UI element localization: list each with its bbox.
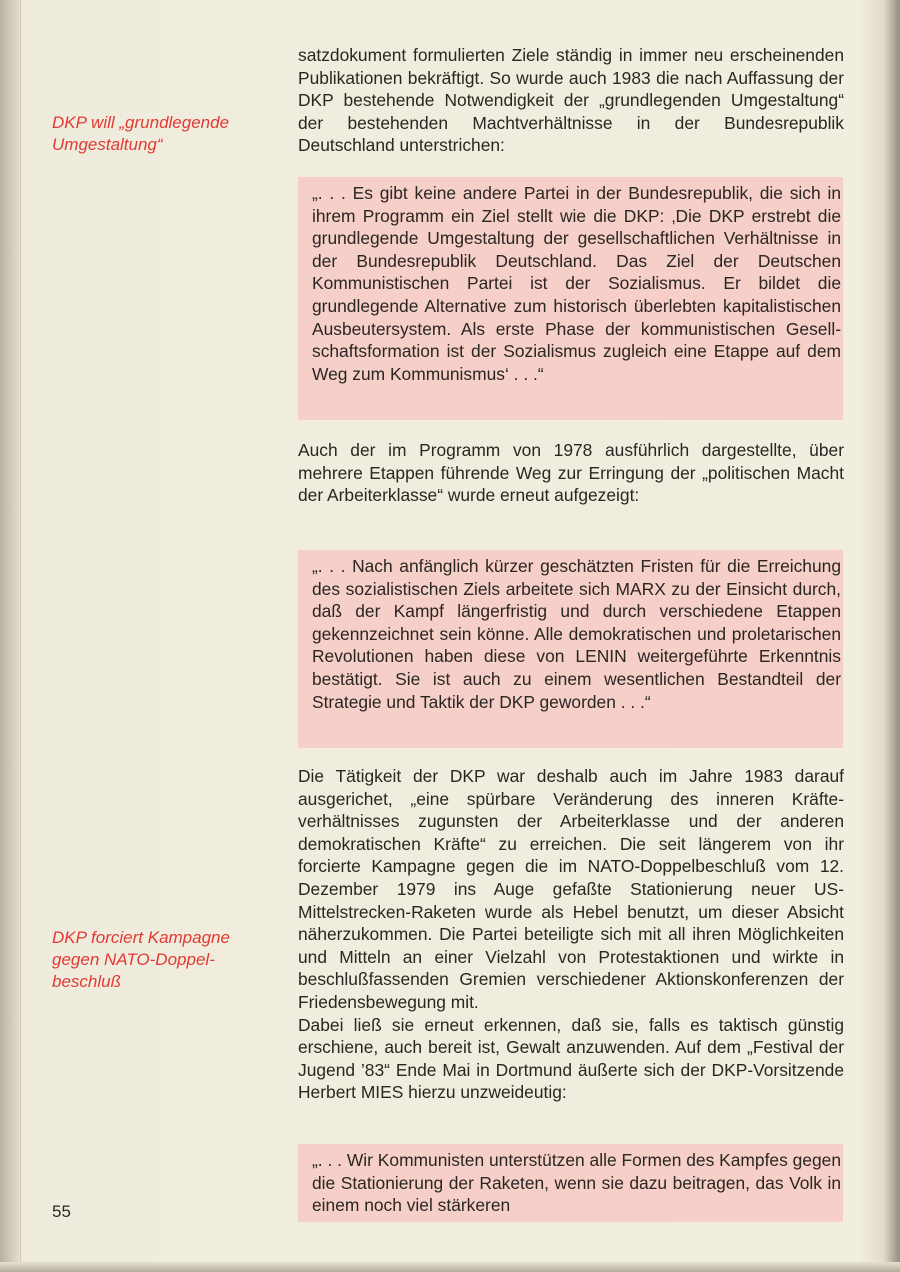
body-paragraph-1 bbox=[298, 44, 844, 157]
paragraph-text: satzdokument formulierten Ziele ständig in immer neu erscheinenden Publikationen bekräftigt. So wurde auch 1983 die nach Auffassung der DKP bestehende Notwendigkeit der „grundlegenden Umgestaltung“ der bestehenden Machtverhältnisse in der Bundesrepublik Deutschland unterstrichen: bbox=[298, 45, 844, 156]
body-paragraph-3 bbox=[298, 765, 844, 1104]
page-bottom-edge bbox=[0, 1262, 900, 1272]
margin-note-umgestaltung: DKP will „grundlegende Umgestaltung“ bbox=[52, 113, 230, 154]
quote-text: „. . . Nach anfänglich kürzer geschätzten Fristen für die Erreichung des sozialistischen Ziels arbeitete sich MARX zu der Einsicht durch, daß der Kampf längerfristig und durch verschiedene Etappen gekennzeichnet sein könne. Alle demokratischen und proletarischen Revolutionen haben diese von LENIN weitergeführte Erkenntnis bestätigt. Sie ist auch zu einem wesentlichen Bestandteil der Strategie und Taktik der DKP geworden . . .“ bbox=[312, 556, 841, 712]
paragraph-text: Auch der im Programm von 1978 ausführlich dargestellte, über mehrere Etappen führende Weg zur Erringung der „politischen Macht der Arbeiterklasse“ wurde erneut aufgezeigt: bbox=[298, 440, 844, 506]
paragraph-text: Dabei ließ sie erneut erkennen, daß sie, falls es taktisch günstig erschiene, auch bereit ist, Gewalt anzuwenden. Auf dem „Festival der Jugend ’83“ Ende Mai in Dortmund äußerte sich der DKP-Vorsitzende Herbert MIES hierzu unzweideutig: bbox=[298, 1014, 844, 1103]
quote-box-1 bbox=[298, 177, 843, 420]
margin-note-nato-kampagne: DKP forciert Kampagne gegen NATO-Doppelbeschluß bbox=[52, 928, 230, 991]
body-paragraph-2 bbox=[298, 439, 844, 507]
quote-text: „. . . Wir Kommunisten unterstützen alle Formen des Kampfes gegen die Stationierung der Raketen, wenn sie dazu beitragen, das Volk in einem noch viel stärkeren bbox=[312, 1150, 841, 1216]
quote-box-3 bbox=[298, 1144, 843, 1222]
paragraph-text: Die Tätigkeit der DKP war deshalb auch im Jahre 1983 darauf ausgerichet, „eine spürbare Veränderung des inneren Kräfteverhältnisses zugunsten der Arbeiterklasse und der anderen demokratischen Kräfte“ zu erreichen. Die seit längerem von ihr forcierte Kampagne gegen die im NATO-Doppelbeschluß vom 12. Dezember 1979 ins Auge gefaßte Stationierung neuer US-Mittelstrecken-Raketen wurde als Hebel benutzt, um dieser Absicht näherzukommen. Die Partei beteiligte sich mit all ihren Möglichkeiten und Mitteln an einer Vielzahl von Protestaktionen und wirkte in beschlußfassenden Gremien verschiedener Aktionskonferenzen der Friedensbewegung mit. bbox=[298, 766, 844, 1012]
page-number: 55 bbox=[52, 1202, 71, 1221]
quote-box-2 bbox=[298, 550, 843, 748]
book-spine bbox=[0, 0, 21, 1272]
quote-text: „. . . Es gibt keine andere Partei in der Bundesrepublik, die sich in ihrem Programm ein Ziel stellt wie die DKP: ‚Die DKP erstrebt die grundlegende Umgestaltung der gesellschaftlichen Verhältnisse in der Bundesrepublik Deutschland. Das Ziel der Deutschen Kommunistischen Partei ist der Sozialismus. Er bildet die grundlegende Alternative zum historisch überlebten kapitalistischen Ausbeutersystem. Als erste Phase der kommunistischen Gesellschaftsformation ist der Sozialismus zugleich eine Etappe auf dem Weg zum Kommunismus‘ . . .“ bbox=[312, 183, 841, 384]
